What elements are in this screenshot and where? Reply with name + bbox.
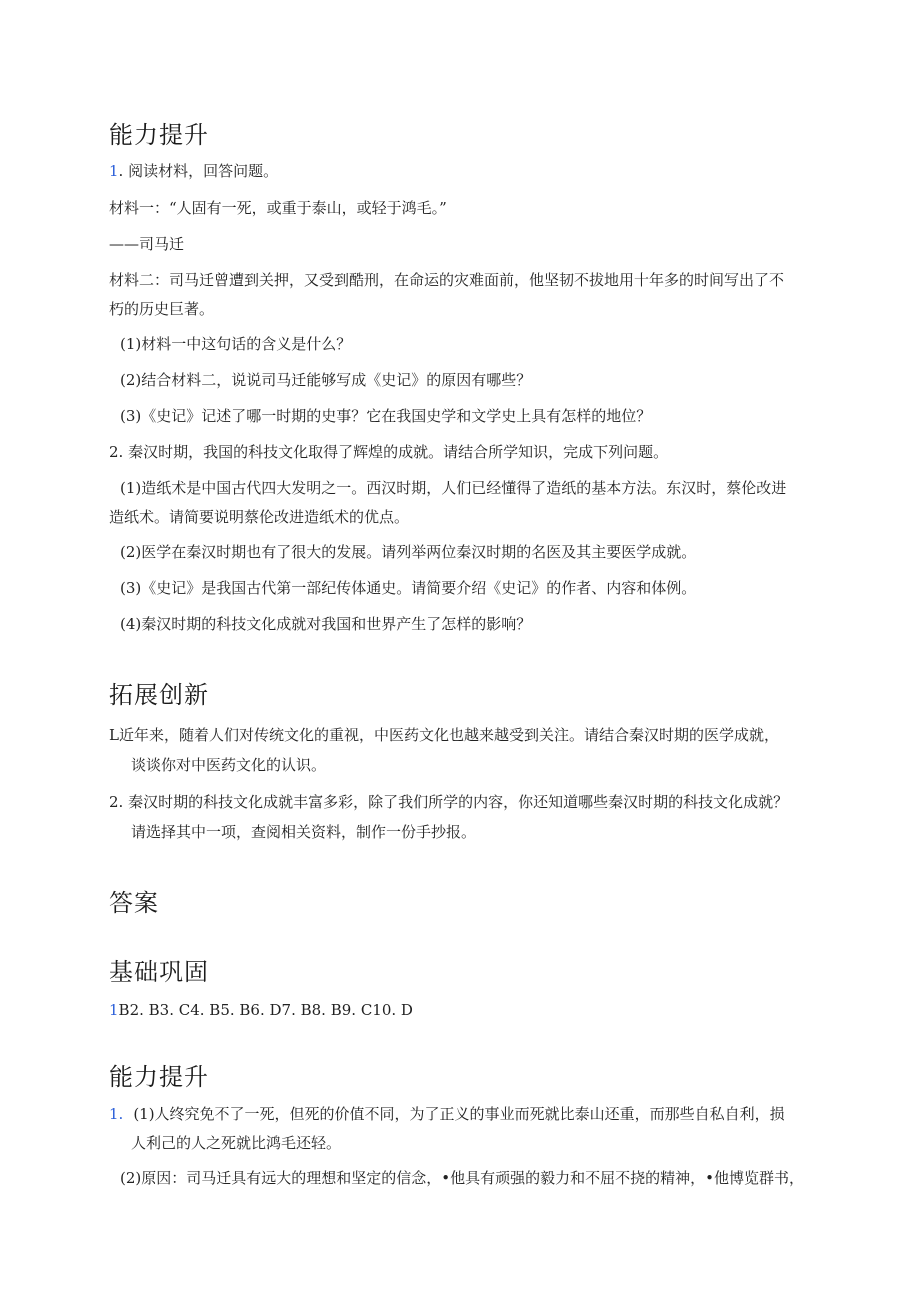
extension-question-2-line-2: 请选择其中一项，查阅相关资料，制作一份手抄报。 — [131, 823, 477, 841]
question-1-sub-2: (2)结合材料二，说说司马迁能够写成《史记》的原因有哪些？ — [120, 371, 532, 389]
section-heading-ability-answers: 能力提升 — [109, 1063, 209, 1091]
ability-answer-1-line-2: 人利己的人之死就比鸿毛还轻。 — [131, 1134, 342, 1152]
ability-answer-1-line-1 — [109, 1099, 785, 1129]
section-heading-basic: 基础巩固 — [109, 958, 209, 986]
material-2-line-2: 朽的历史巨著。 — [109, 300, 215, 318]
extension-question-1-line-1: L近年来，随着人们对传统文化的重视，中医药文化也越来越受到关注。请结合秦汉时期的医学成就， — [109, 726, 779, 744]
answer-text: B2. B3. C4. B5. B6. D7. B8. B9. C10. D — [118, 1001, 413, 1019]
answer-number: 1. — [109, 1105, 124, 1123]
question-1-stem — [109, 156, 278, 186]
question-2-sub-4: (4)秦汉时期的科技文化成就对我国和世界产生了怎样的影响？ — [120, 615, 532, 633]
answer-text: (1)人终究免不了一死，但死的价值不同，为了正义的事业而死就比泰山还重，而那些自私自利，损 — [133, 1105, 785, 1123]
section-heading-extension: 拓展创新 — [109, 681, 209, 709]
question-2-stem: 2. 秦汉时期，我国的科技文化取得了辉煌的成就。请结合所学知识，完成下列问题。 — [109, 443, 669, 461]
material-2-line-1: 材料二：司马迁曾遭到关押，又受到酷刑，在命运的灾难面前，他坚韧不拔地用十年多的时间写出了不 — [109, 271, 785, 289]
question-text: . 阅读材料，回答问题。 — [118, 162, 279, 180]
question-2-sub-1-line-1: (1)造纸术是中国古代四大发明之一。西汉时期，人们已经懂得了造纸的基本方法。东汉时，蔡伦改进 — [120, 479, 787, 497]
material-1-attribution: ——司马迁 — [109, 235, 185, 253]
section-heading-ability: 能力提升 — [109, 121, 209, 149]
material-1: 材料一：“人固有一死，或重于泰山，或轻于鸿毛。” — [109, 199, 447, 217]
answer-number: 1 — [109, 1001, 119, 1019]
section-heading-answers: 答案 — [109, 889, 159, 917]
question-2-sub-3: (3)《史记》是我国古代第一部纪传体通史。请简要介绍《史记》的作者、内容和体例。 — [120, 579, 697, 597]
question-2-sub-1-line-2: 造纸术。请简要说明蔡伦改进造纸术的优点。 — [109, 508, 410, 526]
question-1-sub-3: (3)《史记》记述了哪一时期的史事？它在我国史学和文学史上具有怎样的地位？ — [120, 407, 652, 425]
ability-answer-2-line-1: (2)原因：司马迁具有远大的理想和坚定的信念，•他具有顽强的毅力和不屈不挠的精神，•他博览群书， — [120, 1169, 804, 1187]
extension-question-1-line-2: 谈谈你对中医药文化的认识。 — [131, 756, 327, 774]
question-1-sub-1: (1)材料一中这句话的含义是什么？ — [120, 335, 352, 353]
basic-answers — [109, 995, 413, 1025]
extension-question-2-line-1: 2. 秦汉时期的科技文化成就丰富多彩，除了我们所学的内容，你还知道哪些秦汉时期的科技文化成就？ — [109, 793, 789, 811]
question-number: 1 — [109, 162, 119, 180]
question-2-sub-2: (2)医学在秦汉时期也有了很大的发展。请列举两位秦汉时期的名医及其主要医学成就。 — [120, 543, 697, 561]
